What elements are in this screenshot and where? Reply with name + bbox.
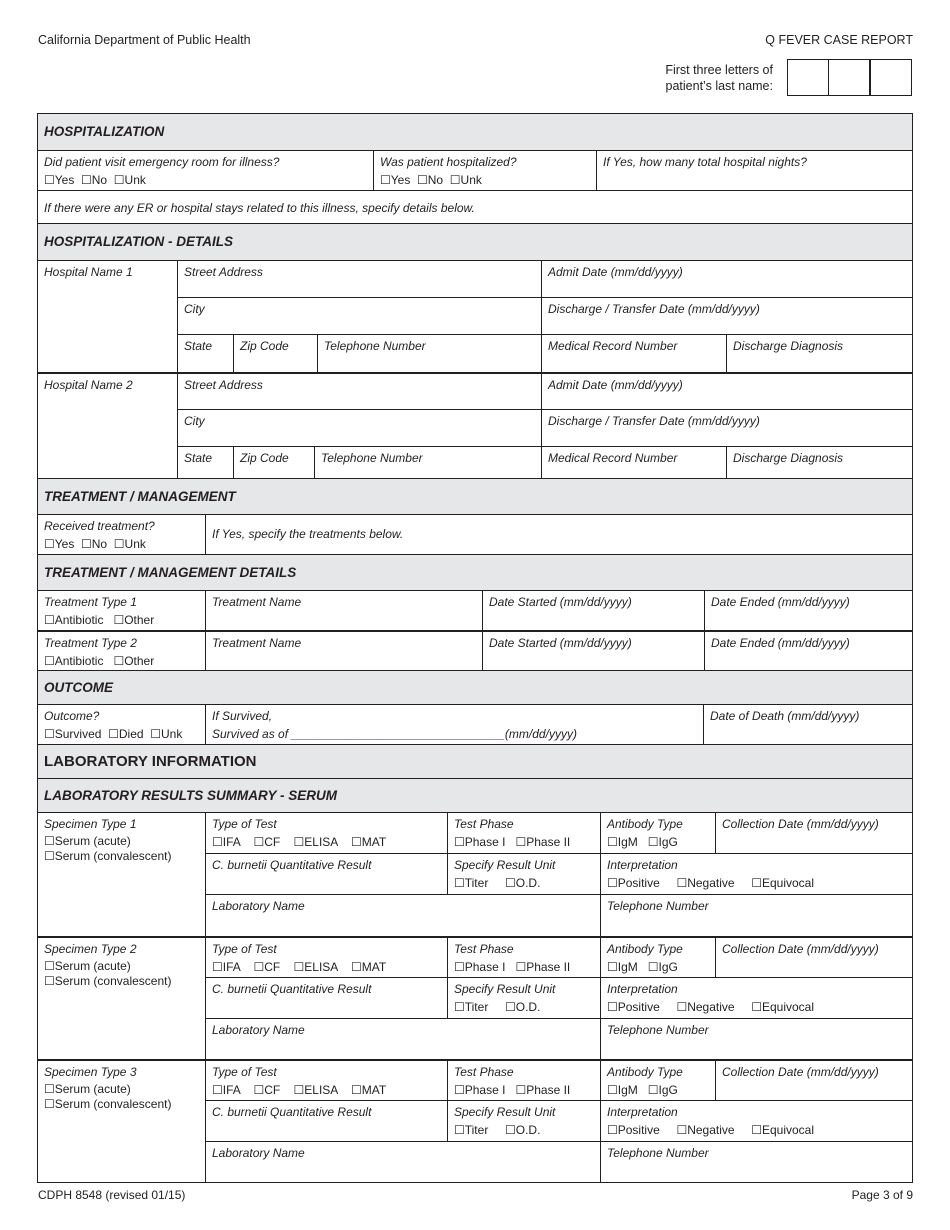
hospital-1-diagnosis-field[interactable]	[726, 334, 913, 372]
hospital-1-admit-field[interactable]	[541, 260, 913, 297]
treatment-2-type-options[interactable]: ☐Antibiotic ☐Other	[44, 654, 155, 668]
specimen-2-interpretation-label: Interpretation	[607, 982, 678, 996]
hospital-2-phone-label: Telephone Number	[321, 451, 423, 465]
specimen-1-test-type-options[interactable]: ☐IFA ☐CF ☐ELISA ☐MAT	[212, 835, 387, 849]
specimen-2-serum-convalescent[interactable]: ☐Serum (convalescent)	[44, 974, 172, 988]
treatment-1-type-label: Treatment Type 1	[44, 595, 137, 609]
section-hospitalization-details: HOSPITALIZATION - DETAILS	[38, 223, 913, 260]
specimen-2-test-phase-field	[447, 936, 600, 977]
specimen-3-serum-acute[interactable]: ☐Serum (acute)	[44, 1082, 131, 1096]
hospital-2-name-field[interactable]	[38, 372, 177, 478]
specimen-1-result-unit-field	[447, 853, 600, 894]
specimen-3-antibody-label: Antibody Type	[607, 1065, 683, 1079]
specimen-3-lab-name-label: Laboratory Name	[212, 1146, 305, 1160]
specimen-2-test-phase-options[interactable]: ☐Phase I ☐Phase II	[454, 960, 571, 974]
specimen-1-serum-convalescent[interactable]: ☐Serum (convalescent)	[44, 849, 172, 863]
specimen-3-serum-convalescent[interactable]: ☐Serum (convalescent)	[44, 1097, 172, 1111]
hospital-2-phone-field[interactable]	[314, 446, 541, 478]
hospitalized-field	[373, 150, 596, 190]
hospital-1-zip-label: Zip Code	[240, 339, 289, 353]
specimen-1-quant-result-label: C. burnetii Quantitative Result	[212, 858, 372, 872]
hospital-nights-label: If Yes, how many total hospital nights?	[603, 155, 807, 169]
hospital-1-phone-label: Telephone Number	[324, 339, 426, 353]
specimen-2-serum-acute[interactable]: ☐Serum (acute)	[44, 959, 131, 973]
hospital-1-state-field[interactable]	[177, 334, 233, 372]
specimen-2-quant-result-label: C. burnetii Quantitative Result	[212, 982, 372, 996]
hospital-1-admit-label: Admit Date (mm/dd/yyyy)	[548, 265, 683, 279]
specimen-2-phone-label: Telephone Number	[607, 1023, 709, 1037]
specimen-2-test-type-options[interactable]: ☐IFA ☐CF ☐ELISA ☐MAT	[212, 960, 387, 974]
specimen-3-test-type-field	[205, 1059, 447, 1100]
specimen-2-quant-result-field[interactable]	[205, 977, 447, 1018]
hospital-2-street-field[interactable]	[177, 372, 541, 409]
treatment-1-name-label: Treatment Name	[212, 595, 302, 609]
hospital-1-discharge-date-field[interactable]	[541, 297, 913, 334]
specimen-2-test-phase-label: Test Phase	[454, 942, 514, 956]
treatment-2-ended-field[interactable]	[704, 630, 913, 670]
last-name-letter-3[interactable]	[870, 59, 912, 96]
specimen-2-test-type-field	[205, 936, 447, 977]
specimen-2-test-type-label: Type of Test	[212, 942, 277, 956]
specimen-3-lab-name-field[interactable]	[205, 1141, 600, 1183]
specimen-1-type-field	[38, 812, 205, 936]
specimen-2-interpretation-options[interactable]: ☐Positive ☐Negative ☐Equivocal	[607, 1000, 815, 1014]
specimen-3-test-phase-options[interactable]: ☐Phase I ☐Phase II	[454, 1083, 571, 1097]
outcome-field	[38, 704, 205, 744]
specimen-1-test-phase-options[interactable]: ☐Phase I ☐Phase II	[454, 835, 571, 849]
specimen-3-test-type-options[interactable]: ☐IFA ☐CF ☐ELISA ☐MAT	[212, 1083, 387, 1097]
outcome-question: Outcome?	[44, 709, 100, 723]
treatment-2-type-label: Treatment Type 2	[44, 636, 137, 650]
hospital-1-phone-field[interactable]	[317, 334, 541, 372]
specimen-3-phone-field[interactable]	[600, 1141, 913, 1183]
form-body	[37, 113, 913, 1183]
specimen-3-quant-result-field[interactable]	[205, 1100, 447, 1141]
hospital-2-city-field[interactable]	[177, 409, 541, 446]
date-of-death-label: Date of Death (mm/dd/yyyy)	[710, 709, 860, 723]
hospital-nights-field[interactable]	[596, 150, 913, 190]
section-outcome: OUTCOME	[38, 670, 913, 704]
form-id: CDPH 8548 (revised 01/15)	[38, 1188, 186, 1202]
specimen-3-result-unit-field	[447, 1100, 600, 1141]
specimen-1-lab-name-field[interactable]	[205, 894, 600, 936]
specimen-2-phone-field[interactable]	[600, 1018, 913, 1059]
hospital-2-state-label: State	[184, 451, 213, 465]
hospitalized-options[interactable]: ☐Yes ☐No ☐Unk	[380, 173, 482, 187]
specimen-1-interpretation-label: Interpretation	[607, 858, 678, 872]
specimen-1-type-label: Specimen Type 1	[44, 817, 137, 831]
hospital-1-name-field[interactable]	[38, 260, 177, 372]
specimen-3-type-field	[38, 1059, 205, 1183]
er-visit-options[interactable]: ☐Yes ☐No ☐Unk	[44, 173, 146, 187]
specimen-1-result-unit-label: Specify Result Unit	[454, 858, 556, 872]
specimen-3-interpretation-field	[600, 1100, 913, 1141]
specimen-3-result-unit-label: Specify Result Unit	[454, 1105, 556, 1119]
specimen-1-serum-acute[interactable]: ☐Serum (acute)	[44, 834, 131, 848]
specimen-2-collection-date-field[interactable]	[715, 936, 913, 977]
specimen-1-interpretation-options[interactable]: ☐Positive ☐Negative ☐Equivocal	[607, 876, 815, 890]
specimen-1-test-phase-field	[447, 812, 600, 853]
hospital-1-city-label: City	[184, 302, 205, 316]
treatment-1-name-field[interactable]	[205, 590, 482, 630]
last-name-letter-2[interactable]	[828, 59, 870, 96]
page-number: Page 3 of 9	[851, 1188, 913, 1202]
treatment-2-ended-label: Date Ended (mm/dd/yyyy)	[711, 636, 850, 650]
specimen-1-test-phase-label: Test Phase	[454, 817, 514, 831]
section-laboratory-information: LABORATORY INFORMATION	[38, 744, 913, 778]
hospital-1-mrn-label: Medical Record Number	[548, 339, 678, 353]
last-name-letter-1[interactable]	[787, 59, 829, 96]
treatment-1-ended-label: Date Ended (mm/dd/yyyy)	[711, 595, 850, 609]
specimen-3-interpretation-label: Interpretation	[607, 1105, 678, 1119]
section-treatment: TREATMENT / MANAGEMENT	[38, 478, 913, 514]
hospital-1-mrn-field[interactable]	[541, 334, 726, 372]
specimen-2-antibody-label: Antibody Type	[607, 942, 683, 956]
hospital-stays-note: If there were any ER or hospital stays related to this illness, specify details below.	[38, 190, 913, 223]
hospital-2-street-label: Street Address	[184, 378, 263, 392]
hospitalized-question: Was patient hospitalized?	[380, 155, 517, 169]
treatment-1-ended-field[interactable]	[704, 590, 913, 630]
specimen-2-collection-date-label: Collection Date (mm/dd/yyyy)	[722, 942, 879, 956]
hospital-1-name-label: Hospital Name 1	[44, 265, 133, 279]
specimen-3-phone-label: Telephone Number	[607, 1146, 709, 1160]
specimen-2-result-unit-field	[447, 977, 600, 1018]
specimen-2-result-unit-options[interactable]: ☐Titer ☐O.D.	[454, 1000, 541, 1014]
date-of-death-field[interactable]	[703, 704, 913, 744]
specimen-1-quant-result-field[interactable]	[205, 853, 447, 894]
treatment-1-started-field[interactable]	[482, 590, 704, 630]
er-visit-question: Did patient visit emergency room for illness?	[44, 155, 280, 169]
hospital-1-discharge-date-label: Discharge / Transfer Date (mm/dd/yyyy)	[548, 302, 760, 316]
hospital-2-admit-field[interactable]	[541, 372, 913, 409]
hospital-2-city-label: City	[184, 414, 205, 428]
hospital-2-zip-label: Zip Code	[240, 451, 289, 465]
section-hospitalization: HOSPITALIZATION	[38, 114, 913, 150]
hospital-2-discharge-date-field[interactable]	[541, 409, 913, 446]
specimen-2-antibody-options[interactable]: ☐IgM ☐IgG	[607, 960, 678, 974]
specimen-3-test-phase-field	[447, 1059, 600, 1100]
hospital-1-zip-field[interactable]	[233, 334, 317, 372]
last-name-label-line1: First three letters of	[665, 63, 773, 77]
treatment-1-started-label: Date Started (mm/dd/yyyy)	[489, 595, 632, 609]
specimen-3-test-phase-label: Test Phase	[454, 1065, 514, 1079]
section-lab-results-summary: LABORATORY RESULTS SUMMARY - SERUM	[38, 778, 913, 812]
specimen-1-test-type-field	[205, 812, 447, 853]
last-name-label	[580, 62, 773, 94]
specimen-3-antibody-field	[600, 1059, 715, 1100]
hospital-2-diagnosis-label: Discharge Diagnosis	[733, 451, 844, 465]
hospital-2-mrn-field[interactable]	[541, 446, 726, 478]
treatment-2-started-label: Date Started (mm/dd/yyyy)	[489, 636, 632, 650]
specimen-3-test-type-label: Type of Test	[212, 1065, 277, 1079]
specimen-2-interpretation-field	[600, 977, 913, 1018]
specimen-1-lab-name-label: Laboratory Name	[212, 899, 305, 913]
outcome-options[interactable]: ☐Survived ☐Died ☐Unk	[44, 727, 183, 741]
hospital-2-state-field[interactable]	[177, 446, 233, 478]
specimen-1-phone-label: Telephone Number	[607, 899, 709, 913]
specimen-3-collection-date-field[interactable]	[715, 1059, 913, 1100]
treatment-2-name-label: Treatment Name	[212, 636, 302, 650]
specimen-3-type-label: Specimen Type 3	[44, 1065, 137, 1079]
specimen-2-lab-name-field[interactable]	[205, 1018, 600, 1059]
hospital-2-admit-label: Admit Date (mm/dd/yyyy)	[548, 378, 683, 392]
hospital-1-street-label: Street Address	[184, 265, 263, 279]
specimen-1-phone-field[interactable]	[600, 894, 913, 936]
specimen-1-antibody-options[interactable]: ☐IgM ☐IgG	[607, 835, 678, 849]
treatment-specify-note: If Yes, specify the treatments below.	[205, 514, 913, 554]
specimen-1-antibody-field	[600, 812, 715, 853]
specimen-1-collection-date-label: Collection Date (mm/dd/yyyy)	[722, 817, 879, 831]
treatment-1-type-options[interactable]: ☐Antibiotic ☐Other	[44, 613, 155, 627]
er-visit-field	[38, 150, 373, 190]
hospital-1-diagnosis-label: Discharge Diagnosis	[733, 339, 844, 353]
specimen-1-collection-date-field[interactable]	[715, 812, 913, 853]
agency-name: California Department of Public Health	[38, 33, 251, 47]
treatment-2-name-field[interactable]	[205, 630, 482, 670]
specimen-1-result-unit-options[interactable]: ☐Titer ☐O.D.	[454, 876, 541, 890]
treatment-1-type-field	[38, 590, 205, 630]
survived-as-of-label: Survived as of ________________________________(mm/dd/yyyy)	[212, 727, 577, 741]
hospital-1-state-label: State	[184, 339, 213, 353]
specimen-2-lab-name-label: Laboratory Name	[212, 1023, 305, 1037]
received-treatment-options[interactable]: ☐Yes ☐No ☐Unk	[44, 537, 146, 551]
survived-as-of-field[interactable]	[205, 704, 703, 744]
received-treatment-field	[38, 514, 205, 554]
specimen-1-test-type-label: Type of Test	[212, 817, 277, 831]
section-treatment-details: TREATMENT / MANAGEMENT DETAILS	[38, 554, 913, 590]
specimen-3-collection-date-label: Collection Date (mm/dd/yyyy)	[722, 1065, 879, 1079]
specimen-2-type-field	[38, 936, 205, 1059]
specimen-3-quant-result-label: C. burnetii Quantitative Result	[212, 1105, 372, 1119]
hospital-1-street-field[interactable]	[177, 260, 541, 297]
received-treatment-question: Received treatment?	[44, 519, 155, 533]
treatment-2-started-field[interactable]	[482, 630, 704, 670]
specimen-3-antibody-options[interactable]: ☐IgM ☐IgG	[607, 1083, 678, 1097]
hospital-2-diagnosis-field[interactable]	[726, 446, 913, 478]
hospital-2-mrn-label: Medical Record Number	[548, 451, 678, 465]
survived-label: If Survived,	[212, 709, 273, 723]
hospital-2-name-label: Hospital Name 2	[44, 378, 133, 392]
specimen-2-antibody-field	[600, 936, 715, 977]
hospital-2-discharge-date-label: Discharge / Transfer Date (mm/dd/yyyy)	[548, 414, 760, 428]
specimen-1-antibody-label: Antibody Type	[607, 817, 683, 831]
specimen-1-interpretation-field	[600, 853, 913, 894]
report-title: Q FEVER CASE REPORT	[765, 33, 913, 47]
treatment-2-type-field	[38, 630, 205, 670]
specimen-2-type-label: Specimen Type 2	[44, 942, 137, 956]
specimen-2-result-unit-label: Specify Result Unit	[454, 982, 556, 996]
specimen-3-interpretation-options[interactable]: ☐Positive ☐Negative ☐Equivocal	[607, 1123, 815, 1137]
specimen-3-result-unit-options[interactable]: ☐Titer ☐O.D.	[454, 1123, 541, 1137]
hospital-1-city-field[interactable]	[177, 297, 541, 334]
last-name-label-line2: patient’s last name:	[665, 79, 773, 93]
hospital-2-zip-field[interactable]	[233, 446, 314, 478]
